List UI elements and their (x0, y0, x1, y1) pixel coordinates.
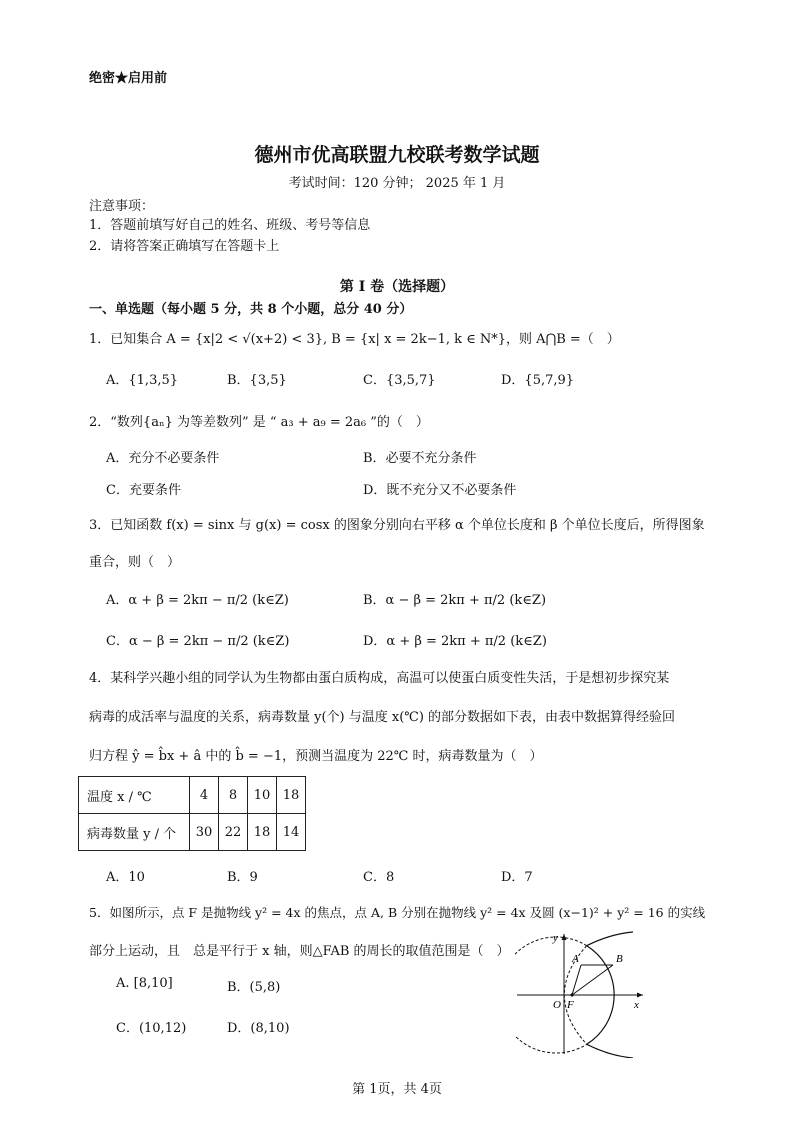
table-header-cell: 病毒数量 y / 个 (79, 814, 190, 851)
table-cell: 18 (277, 777, 306, 814)
q2-option-b: B．必要不充分条件 (363, 451, 477, 466)
question-3-line-1: 3．已知函数 f(x) = sinx 与 g(x) = cosx 的图象分别向右平移 α 个单位长度和 β 个单位长度后，所得图象 (89, 518, 705, 533)
exam-info: 考试时间：120 分钟； 2025 年 1 月 (288, 176, 506, 191)
q1-option-b: B．{3,5} (227, 373, 287, 388)
q3-option-a: A．α + β = 2kπ − π/2 (k∈Z) (106, 593, 289, 608)
label-F: F (567, 999, 574, 1011)
table-cell: 8 (219, 777, 248, 814)
table-cell: 30 (190, 814, 219, 851)
parabola-solid-arc-upper (587, 932, 633, 946)
segment-FB (572, 965, 613, 995)
question-4-line-1: 4．某科学兴趣小组的同学认为生物都由蛋白质构成，高温可以使蛋白质变性失活，于是想初步探究某 (89, 671, 670, 686)
q1-option-a: A．{1,3,5} (106, 373, 179, 388)
data-table (78, 776, 306, 851)
parabola-solid-arc-lower (587, 1044, 633, 1058)
section-title: 一、单选题（每小题 5 分，共 8 个小题，总分 40 分） (89, 302, 413, 317)
question-5-line-2: 部分上运动，且 总是平行于 x 轴，则△FAB 的周长的取值范围是（ ） (89, 944, 510, 959)
table-cell: 22 (219, 814, 248, 851)
table-cell: 10 (248, 777, 277, 814)
question-4-line-3: 归方程 ŷ = b̂x + â 中的 b̂ = −1，预测当温度为 22℃ 时，病毒数量为（ ） (89, 749, 543, 764)
label-B: B (616, 953, 623, 965)
exam-title: 德州市优高联盟九校联考数学试题 (254, 144, 540, 166)
note-item: 1．答题前填写好自己的姓名、班级、考号等信息 (89, 218, 371, 233)
q2-option-a: A．充分不必要条件 (106, 451, 220, 466)
q5-option-d: D．(8,10) (227, 1021, 290, 1036)
label-O: O (553, 999, 561, 1011)
q3-option-c: C．α − β = 2kπ − π/2 (k∈Z) (106, 634, 290, 649)
table-row (79, 814, 306, 851)
q2-option-d: D．既不充分又不必要条件 (363, 483, 517, 498)
q5-option-a: A. [8,10] (116, 976, 173, 991)
notes-heading: 注意事项： (89, 199, 155, 214)
question-1: 1．已知集合 A = {x|2 < √(x+2) < 3}, B = {x| x = 2k−1, k ∈ N*}，则 A⋂B =（ ） (89, 332, 620, 347)
y-label: y (553, 932, 558, 944)
secret-label: 绝密★启用前 (89, 71, 168, 86)
question-4-line-2: 病毒的成活率与温度的关系，病毒数量 y(个) 与温度 x(℃) 的部分数据如下表，由表中数据算得经验回 (89, 710, 676, 725)
q4-option-d: D．7 (501, 870, 533, 885)
question-5-line-1: 5．如图所示，点 F 是抛物线 y² = 4x 的焦点，点 A, B 分别在抛物线 y² = 4x 及圆 (x−1)² + y² = 16 的实线 (89, 905, 706, 920)
x-axis-arrow (637, 993, 643, 998)
part-title: 第 I 卷（选择题） (339, 279, 455, 295)
q3-option-b: B．α − β = 2kπ + π/2 (k∈Z) (363, 593, 547, 608)
segment-FA (572, 965, 581, 995)
q5-option-b: B．(5,8) (227, 980, 281, 995)
question-2: 2．“数列{aₙ} 为等差数列” 是 “ a₃ + a₉ = 2a₆ ”的（ ） (89, 415, 429, 430)
q1-option-c: C．{3,5,7} (363, 373, 436, 388)
point-F (570, 993, 573, 996)
parabola-circle-figure (515, 928, 650, 1058)
q5-option-c: C．(10,12) (116, 1021, 187, 1036)
q4-option-c: C．8 (363, 870, 395, 885)
table-cell: 18 (248, 814, 277, 851)
q3-option-d: D．α + β = 2kπ + π/2 (k∈Z) (363, 634, 547, 649)
x-label: x (634, 999, 639, 1011)
page-footer: 第 1页，共 4页 (352, 1082, 442, 1097)
q4-option-b: B．9 (227, 870, 258, 885)
q2-option-c: C．充要条件 (106, 483, 181, 498)
table-cell: 14 (277, 814, 306, 851)
label-A: A (572, 953, 579, 965)
question-3-line-2: 重合，则（ ） (89, 555, 181, 570)
note-item: 2．请将答案正确填写在答题卡上 (89, 239, 280, 254)
q1-option-d: D．{5,7,9} (501, 373, 575, 388)
table-row (79, 777, 306, 814)
table-cell: 4 (190, 777, 219, 814)
q4-option-a: A．10 (106, 870, 145, 885)
table-header-cell: 温度 x / ℃ (79, 777, 190, 814)
